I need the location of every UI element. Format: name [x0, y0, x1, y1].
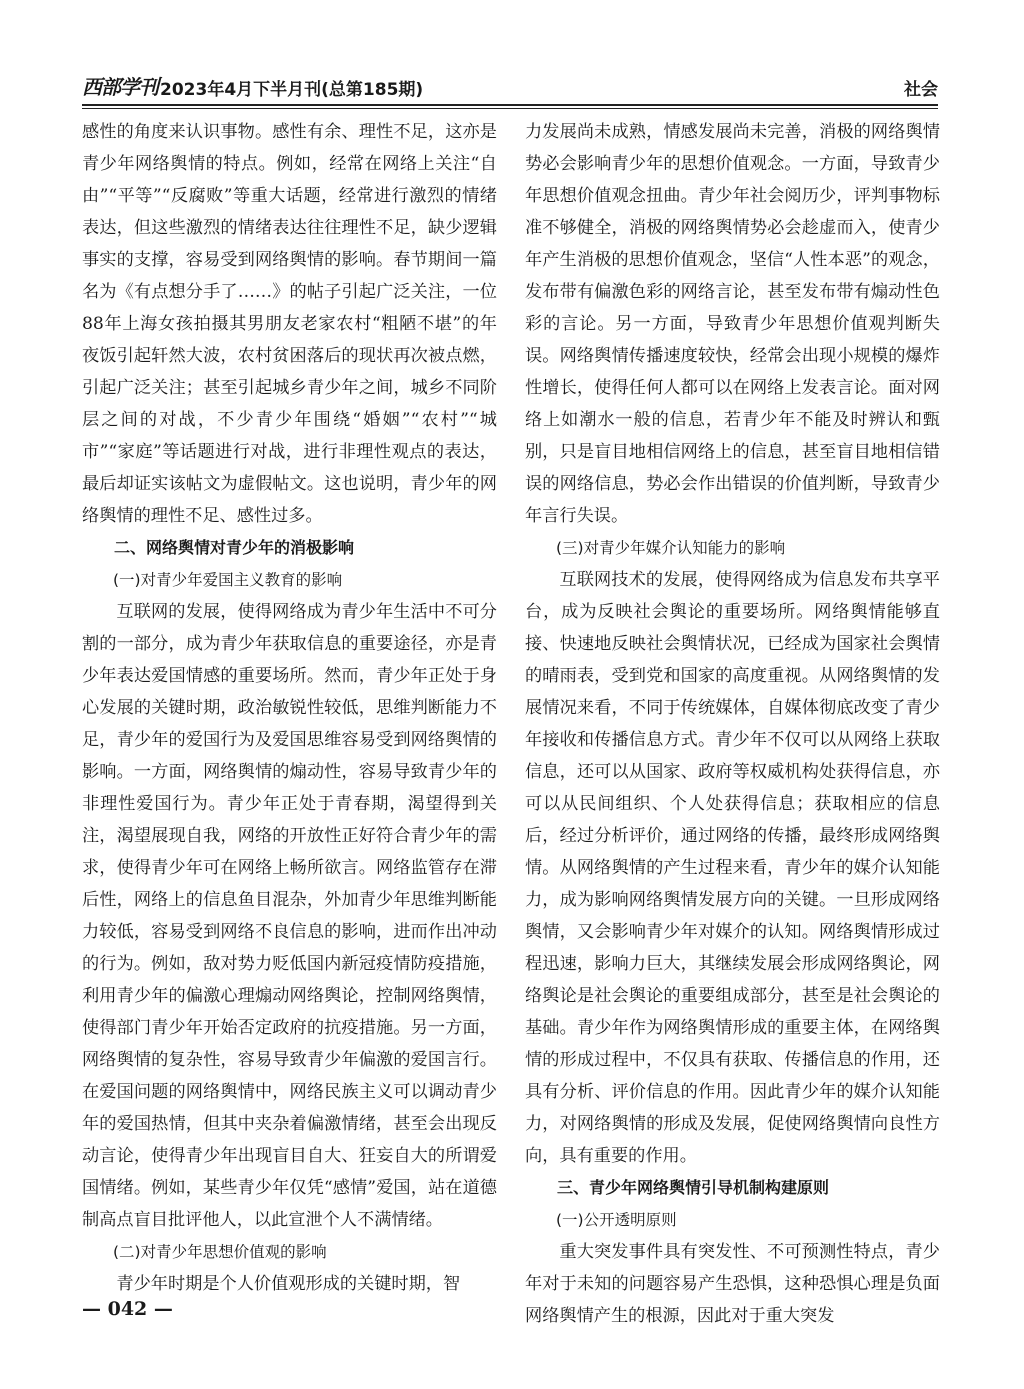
right-column — [525, 116, 940, 1326]
running-header — [82, 70, 938, 100]
paragraph: 感性的角度来认识事物。感性有余、理性不足，这亦是青少年网络舆情的特点。例如，经常在网络上关注“自由”“平等”“反腐败”等重大话题，经常进行激烈的情绪表达，但这些激烈的情绪表达往往理性不足，缺少逻辑事实的支撑，容易受到网络舆情的影响。春节期间一篇名为《有点想分手了……》的帖子引起广泛关注，一位88年上海女孩拍摄其男朋友老家农村“粗陋不堪”的年夜饭引起轩然大波，农村贫困落后的现状再次被点燃，引起广泛关注；甚至引起城乡青少年之间，城乡不同阶层之间的对战，不少青少年围绕“婚姻”“农村”“城市”“家庭”等话题进行对战，进行非理性观点的表达，最后却证实该帖文为虚假帖文。这也说明，青少年的网络舆情的理性不足、感性过多。 — [82, 122, 497, 526]
paragraph: 重大突发事件具有突发性、不可预测性特点，青少年对于未知的问题容易产生恐惧，这种恐惧心理是负面网络舆情产生的根源，因此对于重大突发 — [525, 1242, 940, 1326]
header-rule-thin — [82, 108, 938, 109]
paragraph: 力发展尚未成熟，情感发展尚未完善，消极的网络舆情势必会影响青少年的思想价值观念。一方面，导致青少年思想价值观念扭曲。青少年社会阅历少，评判事物标准不够健全，消极的网络舆情势必会趁虚而入，使青少年产生消极的思想价值观念，坚信“人性本恶”的观念，发布带有偏激色彩的网络言论，甚至发布带有煽动性色彩的言论。另一方面，导致青少年思想价值观判断失误。网络舆情传播速度较快，经常会出现小规模的爆炸性增长，使得任何人都可以在网络上发表言论。面对网络上如潮水一般的信息，若青少年不能及时辨认和甄别，只是盲目地相信网络上的信息，甚至盲目地相信错误的网络信息，势必会作出错误的价值判断，导致青少年言行失误。 — [525, 122, 940, 526]
paragraph: 互联网技术的发展，使得网络成为信息发布共享平台，成为反映社会舆论的重要场所。网络舆情能够直接、快速地反映社会舆情状况，已经成为国家社会舆情的晴雨表，受到党和国家的高度重视。从网络舆情的发展情况来看，不同于传统媒体，自媒体彻底改变了青少年接收和传播信息方式。青少年不仅可以从网络上获取信息，还可以从国家、政府等权威机构处获得信息，亦可以从民间组织、个人处获得信息；获取相应的信息后，经过分析评价，通过网络的传播，最终形成网络舆情。从网络舆情的产生过程来看，青少年的媒介认知能力，成为影响网络舆情发展方向的关键。一旦形成网络舆情，又会影响青少年对媒介的认知。网络舆情形成过程迅速，影响力巨大，其继续发展会形成网络舆论，网络舆论是社会舆论的重要组成部分，甚至是社会舆论的基础。青少年作为网络舆情形成的重要主体，在网络舆情的形成过程中，不仅具有获取、传播信息的作用，还具有分析、评价信息的作用。因此青少年的媒介认知能力，对网络舆情的形成及发展，促使网络舆情向良性方向，具有重要的作用。 — [525, 570, 940, 1166]
left-column — [82, 116, 497, 1296]
subsection-heading: (一)对青少年爱国主义教育的影响 — [113, 571, 343, 589]
paragraph: 青少年时期是个人价值观形成的关键时期，智 — [116, 1274, 461, 1294]
subsection-heading: (二)对青少年思想价值观的影响 — [113, 1243, 327, 1261]
section-heading: 二、网络舆情对青少年的消极影响 — [114, 538, 355, 557]
issue-info: 2023年4月下半月刊(总第185期) — [160, 80, 424, 100]
paragraph: 互联网的发展，使得网络成为青少年生活中不可分割的一部分，成为青少年获取信息的重要途径，亦是青少年表达爱国情感的重要场所。然而，青少年正处于身心发展的关键时期，政治敏锐性较低，思维判断能力不足，青少年的爱国行为及爱国思维容易受到网络舆情的影响。一方面，网络舆情的煽动性，容易导致青少年的非理性爱国行为。青少年正处于青春期，渴望得到关注，渴望展现自我，网络的开放性正好符合青少年的需求，使得青少年可在网络上畅所欲言。网络监管存在滞后性，网络上的信息鱼目混杂，外加青少年思维判断能力较低，容易受到网络不良信息的影响，进而作出冲动的行为。例如，敌对势力贬低国内新冠疫情防疫措施，利用青少年的偏激心理煽动网络舆论，控制网络舆情，使得部门青少年开始否定政府的抗疫措施。另一方面，网络舆情的复杂性，容易导致青少年偏激的爱国言行。在爱国问题的网络舆情中，网络民族主义可以调动青少年的爱国热情，但其中夹杂着偏激情绪，甚至会出现反动言论，使得青少年出现盲目自大、狂妄自大的所谓爱国情绪。例如，某些青少年仅凭“感情”爱国，站在道德制高点盲目批评他人，以此宣泄个人不满情绪。 — [82, 602, 497, 1230]
section-heading: 三、青少年网络舆情引导机制构建原则 — [557, 1178, 830, 1197]
journal-title — [82, 71, 423, 100]
subsection-heading: (三)对青少年媒介认知能力的影响 — [556, 539, 786, 557]
header-rule — [82, 104, 938, 106]
subsection-heading: (一)公开透明原则 — [556, 1211, 677, 1229]
section-label: 社会 — [904, 80, 938, 100]
page-number: — 042 — — [82, 1298, 173, 1320]
journal-logo: 西部学刊 — [82, 75, 158, 99]
